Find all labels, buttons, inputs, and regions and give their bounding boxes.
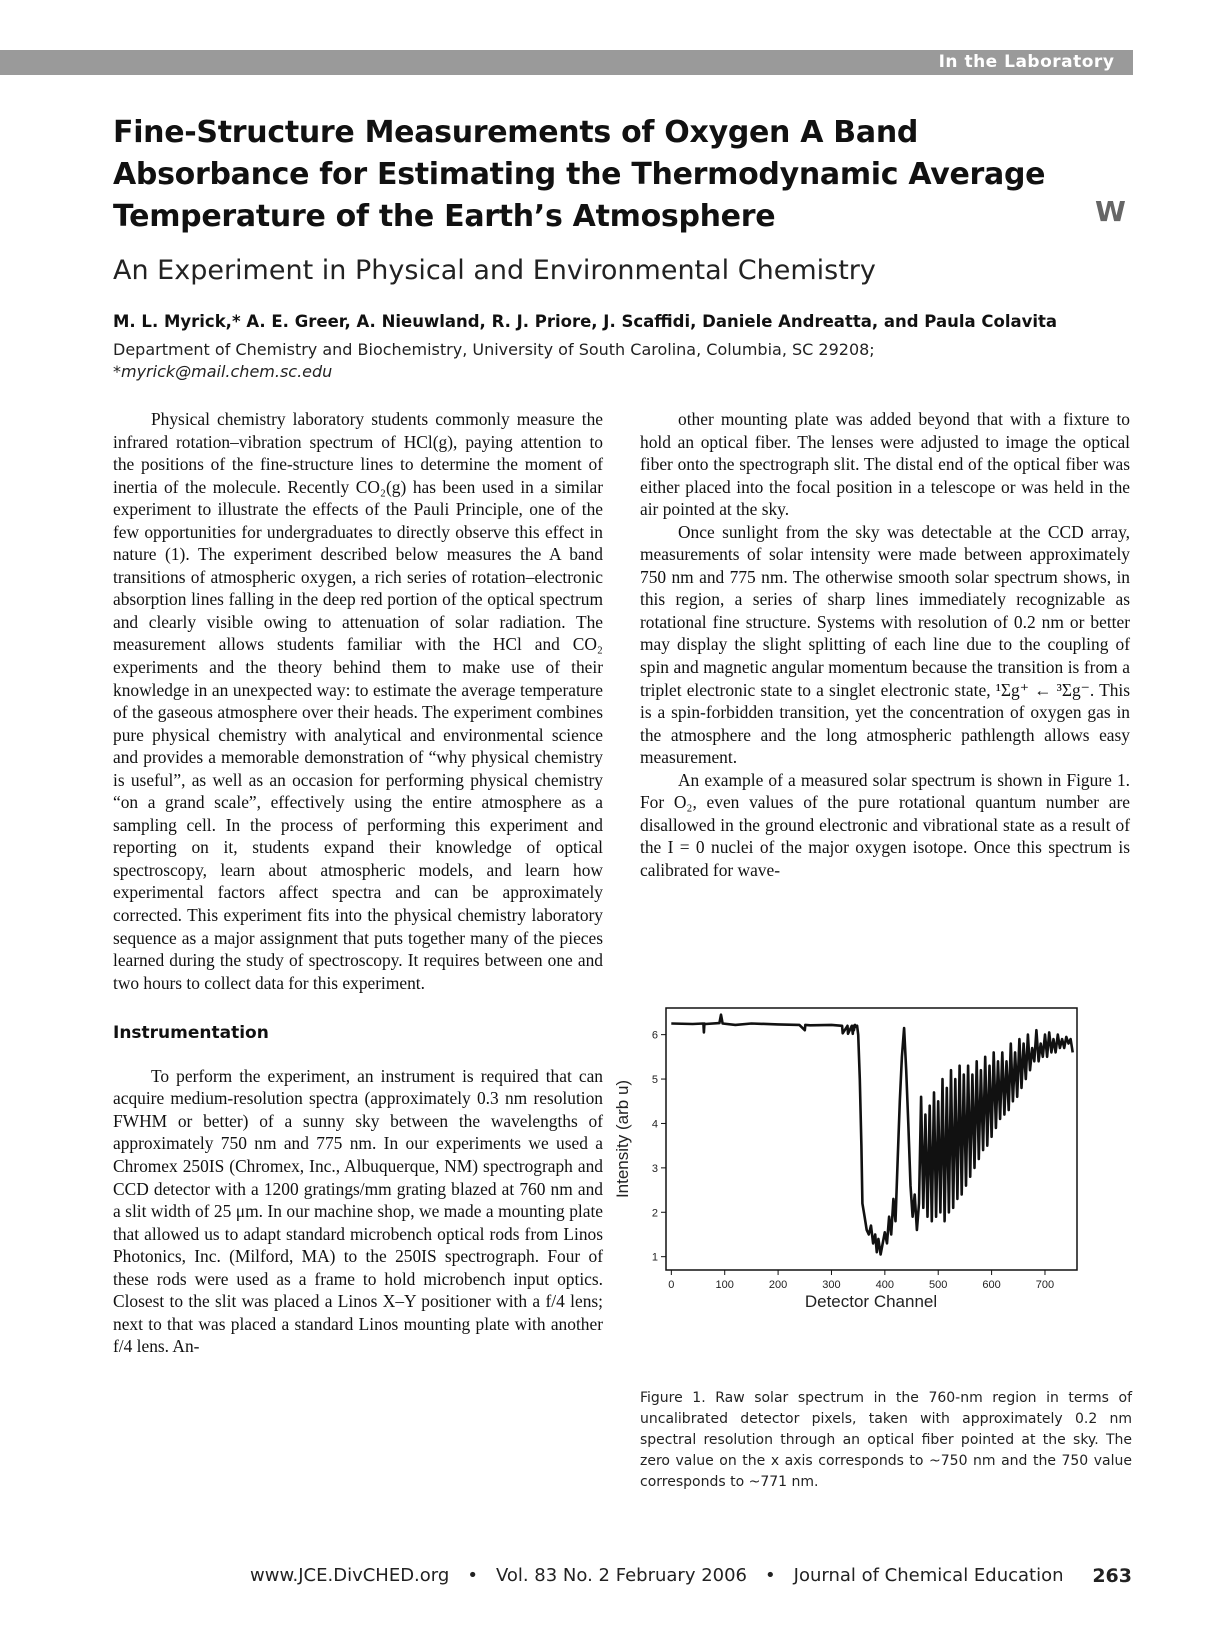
separator-bullet: • bbox=[765, 1565, 776, 1586]
section-heading: Instrumentation bbox=[113, 1023, 269, 1044]
instrumentation-paragraph: To perform the experiment, an instrument is required that can acquire medium-resolution spectra (approximately 0.3 nm resolution FWHM or better) of a sunny sky between the wavelengths of approximately 750 nm and 775 nm. In our experiments we used a Chromex 250IS (Chromex, Inc., Albuquerque, NM) spectrograph and CCD detector with a 1200 gratings/mm grating blazed at 760 nm and a slit width of 25 μm. In our machine shop, we made a mounting plate that allowed us to adapt standard microbench optical rods from Linos Photonics, Inc. (Milford, MA) to the 250IS spectrograph. Four of these rods were used as a frame to hold microbench input optics. Closest to the slit was placed a Linos X–Y positioner with a f/4 lens; next to that was placed a standard Linos mounting plate with another f/4 lens. An- bbox=[113, 1065, 603, 1357]
x-tick-label: 100 bbox=[715, 1279, 734, 1291]
x-tick-label: 0 bbox=[668, 1279, 675, 1291]
series-line-spectrum bbox=[671, 1015, 1072, 1255]
web-material-icon: W bbox=[1095, 195, 1126, 228]
spectrum-chart bbox=[613, 1008, 1136, 1373]
article-title: Fine-Structure Measurements of Oxygen A Band Absorbance for Estimating the Thermodynamic Average Temperature of the Earth’s Atmosphere bbox=[113, 115, 1046, 234]
y-axis-label: Intensity (arb u) bbox=[613, 1079, 632, 1199]
separator-bullet: • bbox=[467, 1565, 478, 1586]
right-paragraph-1: other mounting plate was added beyond that with a fixture to hold an optical fiber. The lenses were adjusted to image the optical fiber onto the spectrograph slit. The distal end of the optical fiber was either placed into the focal position in a telescope or was held in the air pointed at the sky. bbox=[640, 409, 1130, 520]
journal-website: www.JCE.DivCHED.org bbox=[250, 1565, 450, 1586]
right-paragraph-3: An example of a measured solar spectrum is shown in Figure 1. For O₂, even values of the pure rotational quantum number are disallowed in the ground electronic and vibrational state as a result of the I = 0 nuclei of the major oxygen isotope. Once this spectrum is calibrated for wave- bbox=[640, 769, 1130, 880]
right-column bbox=[640, 408, 1130, 881]
volume-info: Vol. 83 No. 2 February 2006 bbox=[495, 1565, 748, 1586]
x-tick-label: 700 bbox=[1035, 1279, 1055, 1291]
y-tick-group bbox=[652, 1030, 666, 1264]
page-number: 263 bbox=[1092, 1565, 1132, 1587]
affiliation: Department of Chemistry and Biochemistry, University of South Carolina, Columbia, SC 29208; bbox=[113, 340, 875, 359]
y-tick-label: 4 bbox=[651, 1118, 658, 1131]
y-tick-label: 5 bbox=[651, 1074, 658, 1087]
figure-1 bbox=[613, 1008, 1136, 1373]
figure-caption: Figure 1. Raw solar spectrum in the 760-nm region in terms of uncalibrated detector pixels, taken with approximately 0.2 nm spectral resolution through an optical fiber pointed at the sky. The zero value on the x axis corresponds to ~750 nm and the 750 value corresponds to ~771 nm. bbox=[640, 1390, 1132, 1490]
x-tick-label: 400 bbox=[875, 1279, 895, 1291]
x-tick-label: 500 bbox=[929, 1279, 948, 1291]
left-column bbox=[113, 408, 603, 1358]
article-subtitle: An Experiment in Physical and Environmental Chemistry bbox=[113, 255, 876, 286]
x-tick-label: 300 bbox=[822, 1279, 841, 1291]
page-footer bbox=[250, 1565, 1132, 1586]
y-tick-label: 6 bbox=[651, 1029, 658, 1042]
intro-paragraph: Physical chemistry laboratory students commonly measure the infrared rotation–vibration spectrum of HCl(g), paying attention to the positions of the fine-structure lines to determine the moment of inertia of the molecule. Recently CO₂(g) has been used in a similar experiment to illustrate the effects of the Pauli Principle, one of the few opportunities for undergraduates to directly observe this effect in nature (1). The experiment described below measures the A band transitions of atmospheric oxygen, a rich series of rotation–electronic absorption lines falling in the deep red portion of the optical spectrum and clearly visible owing to attenuation of solar radiation. The measurement allows students familiar with the HCl and CO₂ experiments and the theory behind them to make use of their knowledge in an unexpected way: to estimate the average temperature of the gaseous atmosphere over their heads. The experiment combines pure physical chemistry with analytical and environmental science and provides a memorable demonstration of “why physical chemistry is useful”, as well as an occasion for performing physical chemistry “on a grand scale”, effectively using the entire atmosphere as a sampling cell. In the process of performing this experiment and reporting on it, students expand their knowledge of optical spectroscopy, learn about atmospheric models, and learn how experimental factors affect spectra and can be approximately corrected. This experiment fits into the physical chemistry laboratory sequence as a major assignment that puts together many of the pieces learned during the study of spectroscopy. It requires between one and two hours to collect data for this experiment. bbox=[113, 409, 603, 993]
x-tick-label: 600 bbox=[982, 1279, 1001, 1291]
y-tick-label: 3 bbox=[651, 1162, 658, 1175]
right-paragraph-2: Once sunlight from the sky was detectable at the CCD array, measurements of solar intensity were made between approximately 750 nm and 775 nm. The otherwise smooth solar spectrum shows, in this region, a series of sharp lines immediately recognizable as rotational fine structure. Systems with resolution of 0.2 nm or better may display the slight splitting of each line due to the coupling of spin and magnetic angular momentum because the transition is from a triplet electronic state to a singlet electronic state, ¹Σg⁺ ← ³Σg⁻. This is a spin-forbidden transition, yet the concentration of oxygen gas in the atmosphere and the long atmospheric pathlength allows easy measurement. bbox=[640, 521, 1130, 768]
x-axis-label: Detector Channel bbox=[804, 1292, 938, 1311]
author-list: M. L. Myrick,* A. E. Greer, A. Nieuwland, R. J. Priore, J. Scaffidi, Daniele Andreatta, and Paula Colavita bbox=[113, 312, 1058, 331]
journal-name: Journal of Chemical Education bbox=[793, 1565, 1064, 1586]
x-tick-label: 200 bbox=[768, 1279, 788, 1291]
section-label: In the Laboratory bbox=[920, 50, 1133, 75]
x-tick-group bbox=[668, 1270, 1054, 1291]
y-tick-label: 2 bbox=[651, 1207, 658, 1220]
y-tick-label: 1 bbox=[651, 1251, 658, 1264]
contact-email: *myrick@mail.chem.sc.edu bbox=[113, 362, 333, 381]
